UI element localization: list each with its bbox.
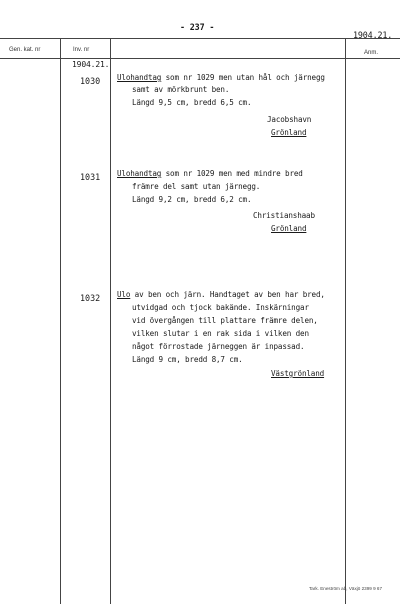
col-header-inv: Inv. nr: [73, 47, 90, 53]
year-entry: 1904.21.: [72, 60, 110, 69]
entry-title: Ulo: [117, 290, 131, 299]
entry-text: som nr 1029 men utan hål och järnegg: [161, 73, 325, 82]
inv-number: 1030: [80, 76, 101, 86]
entry-line: samt av mörkbrunt ben.: [132, 85, 230, 94]
entry-line: [117, 289, 325, 302]
entry-title: Ulohandtag: [117, 169, 162, 178]
entry-text: av ben och järn. Handtaget av ben har bred,: [130, 290, 325, 299]
entry-text: som nr 1029 men med mindre bred: [161, 169, 303, 178]
header-year: 1904.21.: [353, 30, 393, 40]
place-name: Christianshaab: [253, 211, 315, 220]
entry-line: vilken slutar i en rak sida i vilken den: [132, 329, 309, 338]
col-header-anm: Anm.: [364, 50, 379, 56]
entry-line: Längd 9,5 cm, bredd 6,5 cm.: [132, 98, 252, 107]
entry-line: utvidgad och tjock bakände. Inskärningar: [132, 303, 309, 312]
col-divider-3: [345, 38, 346, 604]
entry-line: Längd 9,2 cm, bredd 6,2 cm.: [132, 195, 252, 204]
inv-number: 1032: [80, 293, 101, 303]
col-divider-1: [60, 38, 61, 604]
place-region: Grönland: [271, 128, 307, 137]
entry-line: främre del samt utan järnegg.: [132, 182, 261, 191]
place-name: Jacobshavn: [267, 115, 312, 124]
entry-title: Ulohandtag: [117, 73, 162, 82]
place-region: Västgrönland: [271, 369, 325, 378]
entry-line: [117, 72, 325, 85]
entry-line: vid övergången till plattare främre delen,: [132, 316, 318, 325]
inv-number: 1031: [80, 172, 101, 182]
entry-line: [117, 168, 303, 181]
col-divider-2: [110, 38, 111, 604]
entry-line: något förrostade järneggen är inpassad.: [132, 342, 305, 351]
place-region: Grönland: [271, 224, 307, 233]
print-code: Tark. Eneström ab, Växjö 2399 9 67: [309, 586, 383, 591]
col-header-kat: Gen. kat. nr: [9, 47, 41, 53]
page-number: - 237 -: [180, 22, 215, 32]
entry-line: Längd 9 cm, bredd 8,7 cm.: [132, 355, 243, 364]
